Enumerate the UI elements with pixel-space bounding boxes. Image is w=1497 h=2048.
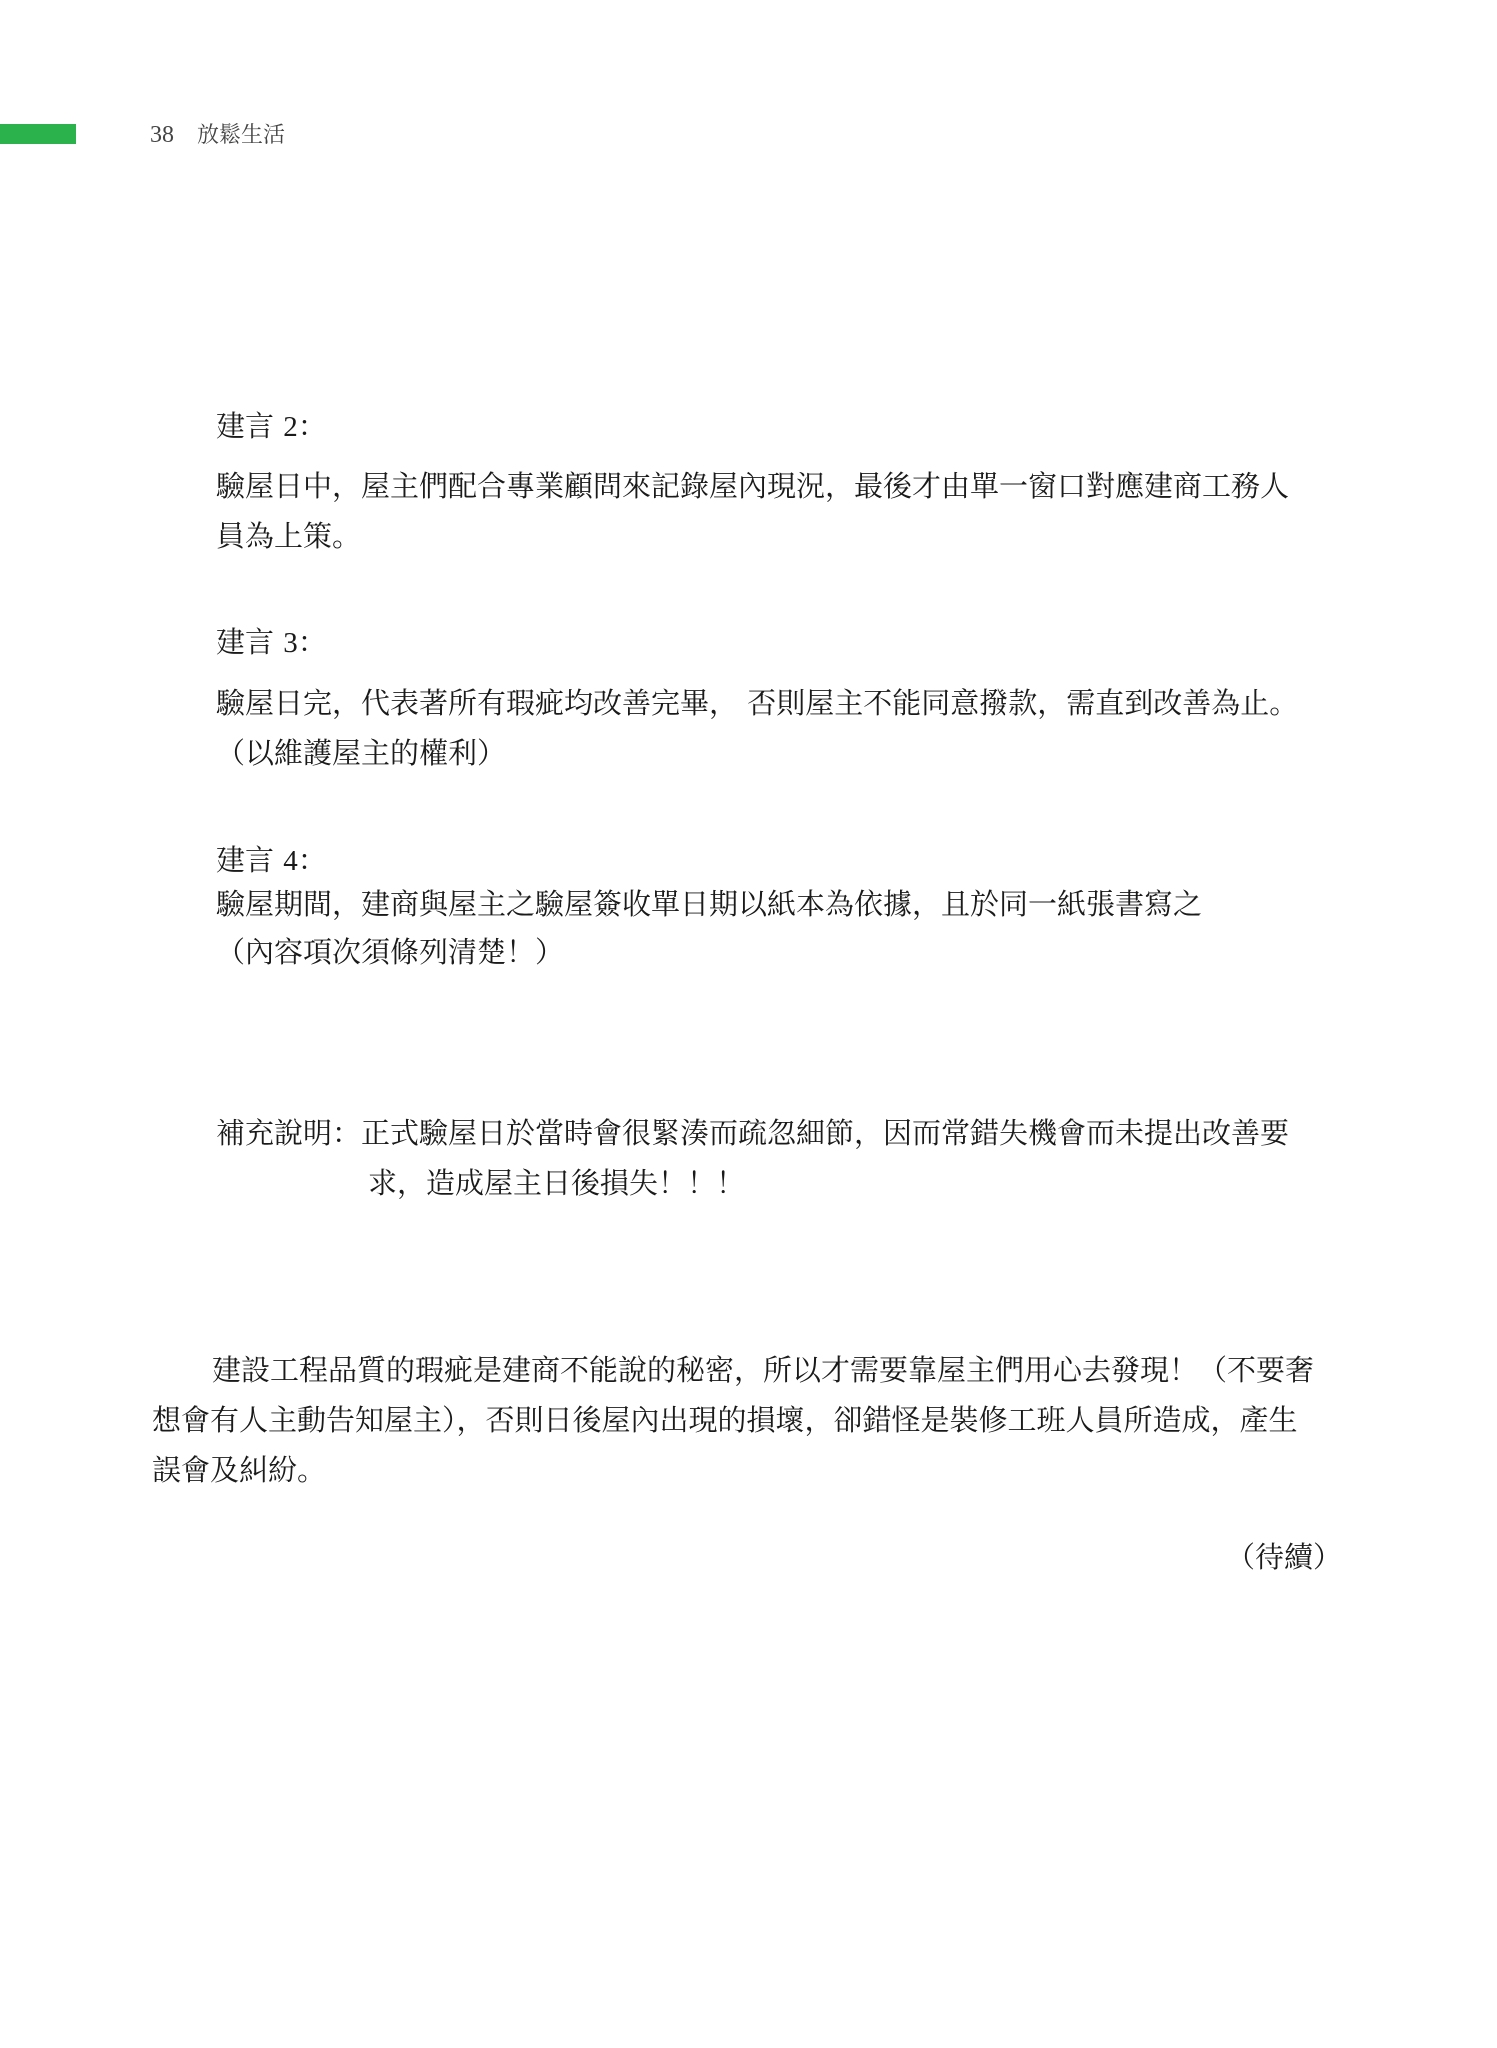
advice-4-title <box>216 838 327 879</box>
advice-3-line-2: （以維護屋主的權利） <box>216 736 507 770</box>
advice-4-title-number: 4 <box>283 845 298 877</box>
advice-3-title-prefix: 建言 <box>216 625 284 659</box>
accent-bar <box>0 124 76 144</box>
advice-3-line-1: 驗屋日完，代表著所有瑕疵均改善完畢， 否則屋主不能同意撥款，需直到改善為止。 <box>216 686 1299 720</box>
advice-3-title-suffix: ： <box>297 625 327 659</box>
advice-2-title-suffix: ： <box>297 409 327 443</box>
section-title: 放鬆生活 <box>197 123 286 148</box>
advice-3-body <box>216 678 1298 778</box>
paragraph-line-2: 想會有人主動告知屋主），否則日後屋內出現的損壞，卻錯怪是裝修工班人員所造成，產生 <box>152 1403 1298 1437</box>
advice-2-title <box>216 404 327 445</box>
advice-2-line-1: 驗屋日中，屋主們配合專業顧問來記錄屋內現況，最後才由單一窗口對應建商工務人 <box>216 469 1290 503</box>
advice-3-title-number: 3 <box>283 627 298 659</box>
advice-4-line-2: （內容項次須條列清楚！） <box>216 935 565 969</box>
advice-2-line-2: 員為上策。 <box>216 519 362 553</box>
paragraph-line-1: 建設工程品質的瑕疵是建商不能說的秘密，所以才需要靠屋主們用心去發現！（不要奢 <box>212 1353 1315 1387</box>
closing-paragraph <box>152 1345 1314 1495</box>
page-number: 38 <box>150 122 174 148</box>
advice-3-title <box>216 620 327 661</box>
advice-2-title-prefix: 建言 <box>216 409 284 443</box>
page-header <box>150 118 285 149</box>
advice-4-title-suffix: ： <box>297 843 327 877</box>
to-be-continued: （待續） <box>1225 1540 1342 1574</box>
advice-4-body <box>216 880 1202 976</box>
advice-4-title-prefix: 建言 <box>216 843 284 877</box>
note-label: 補充說明： <box>216 1116 362 1150</box>
note-line-2: 求，造成屋主日後損失！！！ <box>368 1166 746 1200</box>
advice-2-title-number: 2 <box>283 411 298 443</box>
advice-2-body <box>216 461 1289 561</box>
advice-4-line-1: 驗屋期間，建商與屋主之驗屋簽收單日期以紙本為依據，且於同一紙張書寫之 <box>216 887 1203 921</box>
note-line-1: 正式驗屋日於當時會很緊湊而疏忽細節，因而常錯失機會而未提出改善要 <box>361 1116 1290 1150</box>
paragraph-line-3: 誤會及糾紛。 <box>152 1453 327 1487</box>
supplementary-note <box>216 1108 1289 1208</box>
